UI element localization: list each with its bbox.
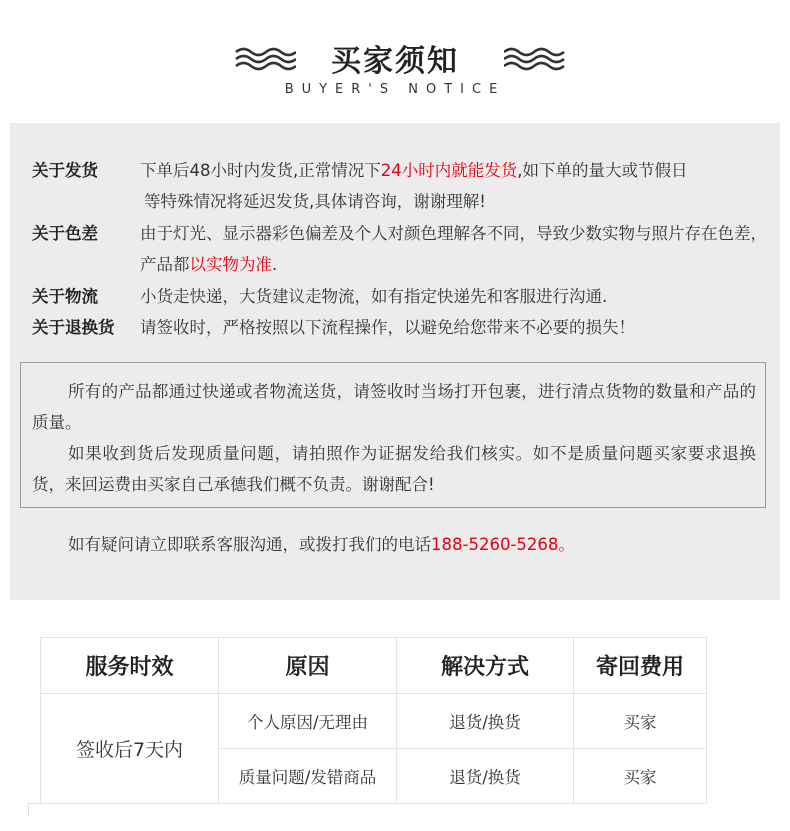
color-text-b: . [272,255,278,274]
header-return-fee: 寄回费用 [574,638,707,694]
shipping-label: 关于发货 [32,161,98,180]
color-text-a: 由于灯光、显示器彩色偏差及个人对颜色理解各不同，导致少数实物与照片存在色差，产品都 [140,224,767,274]
solution-cell: 退货/换货 [397,694,574,749]
table-header-row [41,638,707,694]
color-text [140,218,780,280]
page-subtitle: BUYER'S NOTICE [284,82,506,97]
color-label: 关于色差 [32,224,98,243]
shipping-text-b: ,如下单的量大或节假日 [517,161,688,180]
returns-label: 关于退换货 [32,318,115,337]
header-reason: 原因 [219,638,397,694]
shipping-row [32,155,762,217]
process-paragraph-2: 如果收到货后发现质量问题，请拍照作为证据发给我们核实。如不是质量问题买家要求退换货，来回运费由买家自己承德我们概不负责。谢谢配合! [32,444,756,494]
contact-end: 。 [558,535,575,554]
contact-text: 如有疑问请立即联系客服沟通，或拨打我们的电话 [68,535,431,554]
header-service-period: 服务时效 [41,638,219,694]
logistics-text: 小货走快递，大货建议走物流，如有指定快递先和客服进行沟通. [140,287,608,306]
contact-line [68,531,575,555]
fee-cell: 买家 [574,694,707,749]
page-title: 买家须知 [331,44,459,79]
shipping-text [140,155,780,217]
notice-panel [10,123,780,600]
header-solution: 解决方式 [397,638,574,694]
shipping-text-c: 等特殊情况将延迟发货,具体请咨询，谢谢理解! [144,192,486,211]
reason-cell: 质量问题/发错商品 [219,749,397,804]
returns-row [32,312,762,343]
color-row [32,218,767,280]
solution-cell: 退货/换货 [397,749,574,804]
wave-icon [504,45,566,73]
fee-cell: 买家 [574,749,707,804]
notice-header [0,0,790,118]
corner-mark [28,803,39,816]
service-table [40,637,707,804]
color-highlight: 以实物为准 [189,255,272,274]
service-period-cell: 签收后7天内 [41,694,219,804]
process-paragraph-1: 所有的产品都通过快递或者物流送货，请签收时当场打开包裹，进行清点货物的数量和产品的质量。 [32,382,756,432]
logistics-label: 关于物流 [32,287,98,306]
reason-cell: 个人原因/无理由 [219,694,397,749]
returns-text: 请签收时，严格按照以下流程操作，以避免给您带来不必要的损失！ [140,318,635,337]
shipping-text-a: 下单后48小时内发货,正常情况下 [140,161,381,180]
shipping-highlight: 24小时内就能发货 [380,161,518,180]
phone-number[interactable]: 188-5260-5268 [431,535,559,554]
logistics-row [32,281,762,312]
return-process-box [20,362,766,508]
table-row [41,694,707,749]
